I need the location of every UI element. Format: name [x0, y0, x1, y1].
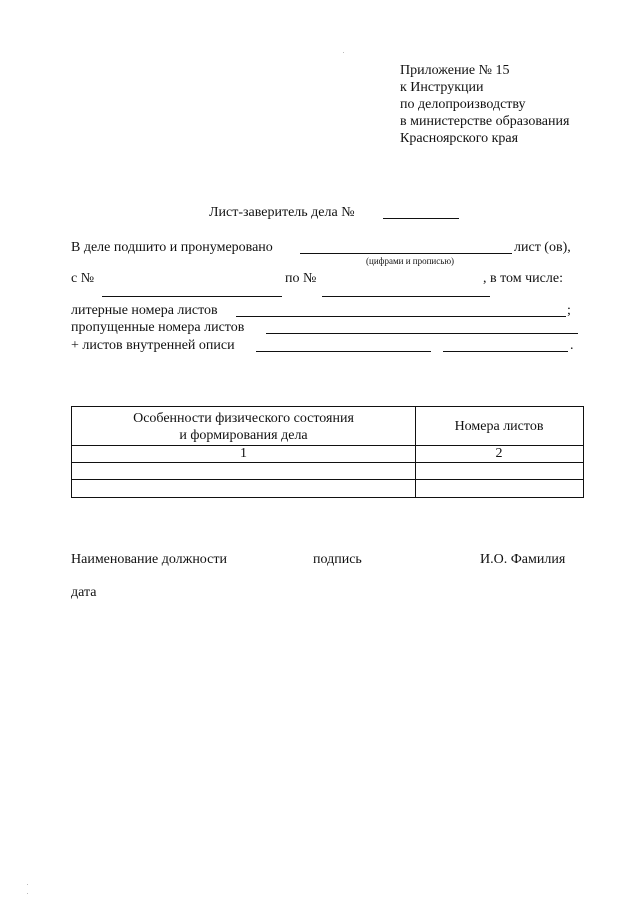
table-row-1-condition-cell[interactable] [72, 463, 414, 478]
table-header-page-numbers: Номера листов [454, 419, 544, 434]
pages-count-label: В деле подшито и пронумеровано [71, 240, 273, 255]
position-label: Наименование должности [71, 552, 227, 567]
header-line-2: к Инструкции [400, 80, 484, 95]
name-label: И.О. Фамилия [480, 552, 566, 567]
pages-count-suffix: лист (ов), [514, 240, 571, 255]
header-line-4: в министерстве образования [400, 114, 570, 129]
including-label: , в том числе: [483, 271, 563, 286]
header-line-3: по делопроизводству [400, 97, 526, 112]
to-number-field[interactable] [322, 296, 490, 297]
form-title: Лист-заверитель дела № [209, 205, 355, 220]
date-label: дата [71, 585, 97, 600]
scan-speck [27, 884, 28, 885]
table-header-condition-line-1: Особенности физического состояния [133, 411, 354, 426]
pages-count-hint: (цифрами и прописью) [366, 256, 455, 266]
table-row-2-condition-cell[interactable] [72, 480, 414, 495]
scan-speck [27, 893, 28, 894]
table-column-number-2: 2 [495, 446, 503, 461]
header-line-1: Приложение № 15 [400, 63, 510, 78]
table-row-2-pages-cell[interactable] [416, 480, 582, 495]
literal-pages-label: литерные номера листов [71, 303, 218, 318]
from-number-label: с № [71, 271, 95, 286]
literal-pages-field[interactable] [236, 316, 566, 317]
table-column-number-1: 1 [240, 446, 247, 461]
pages-count-field[interactable] [300, 253, 512, 254]
signature-label: подпись [313, 552, 362, 567]
literal-pages-end: ; [567, 303, 571, 318]
header-line-5: Красноярского края [400, 131, 519, 146]
to-number-label: по № [285, 271, 317, 286]
case-number-field[interactable] [383, 218, 459, 219]
table-row-1-pages-cell[interactable] [416, 463, 582, 478]
inner-inventory-end: . [570, 338, 574, 353]
inner-inventory-label: + листов внутренней описи [71, 338, 235, 353]
from-number-field[interactable] [102, 296, 282, 297]
missing-pages-label: пропущенные номера листов [71, 320, 245, 335]
table-header-condition-line-2: и формирования дела [179, 428, 308, 443]
appendix-header [400, 62, 569, 147]
inner-inventory-field-2[interactable] [443, 351, 568, 352]
missing-pages-field[interactable] [266, 333, 578, 334]
inner-inventory-field-1[interactable] [256, 351, 431, 352]
scan-speck [343, 52, 344, 53]
